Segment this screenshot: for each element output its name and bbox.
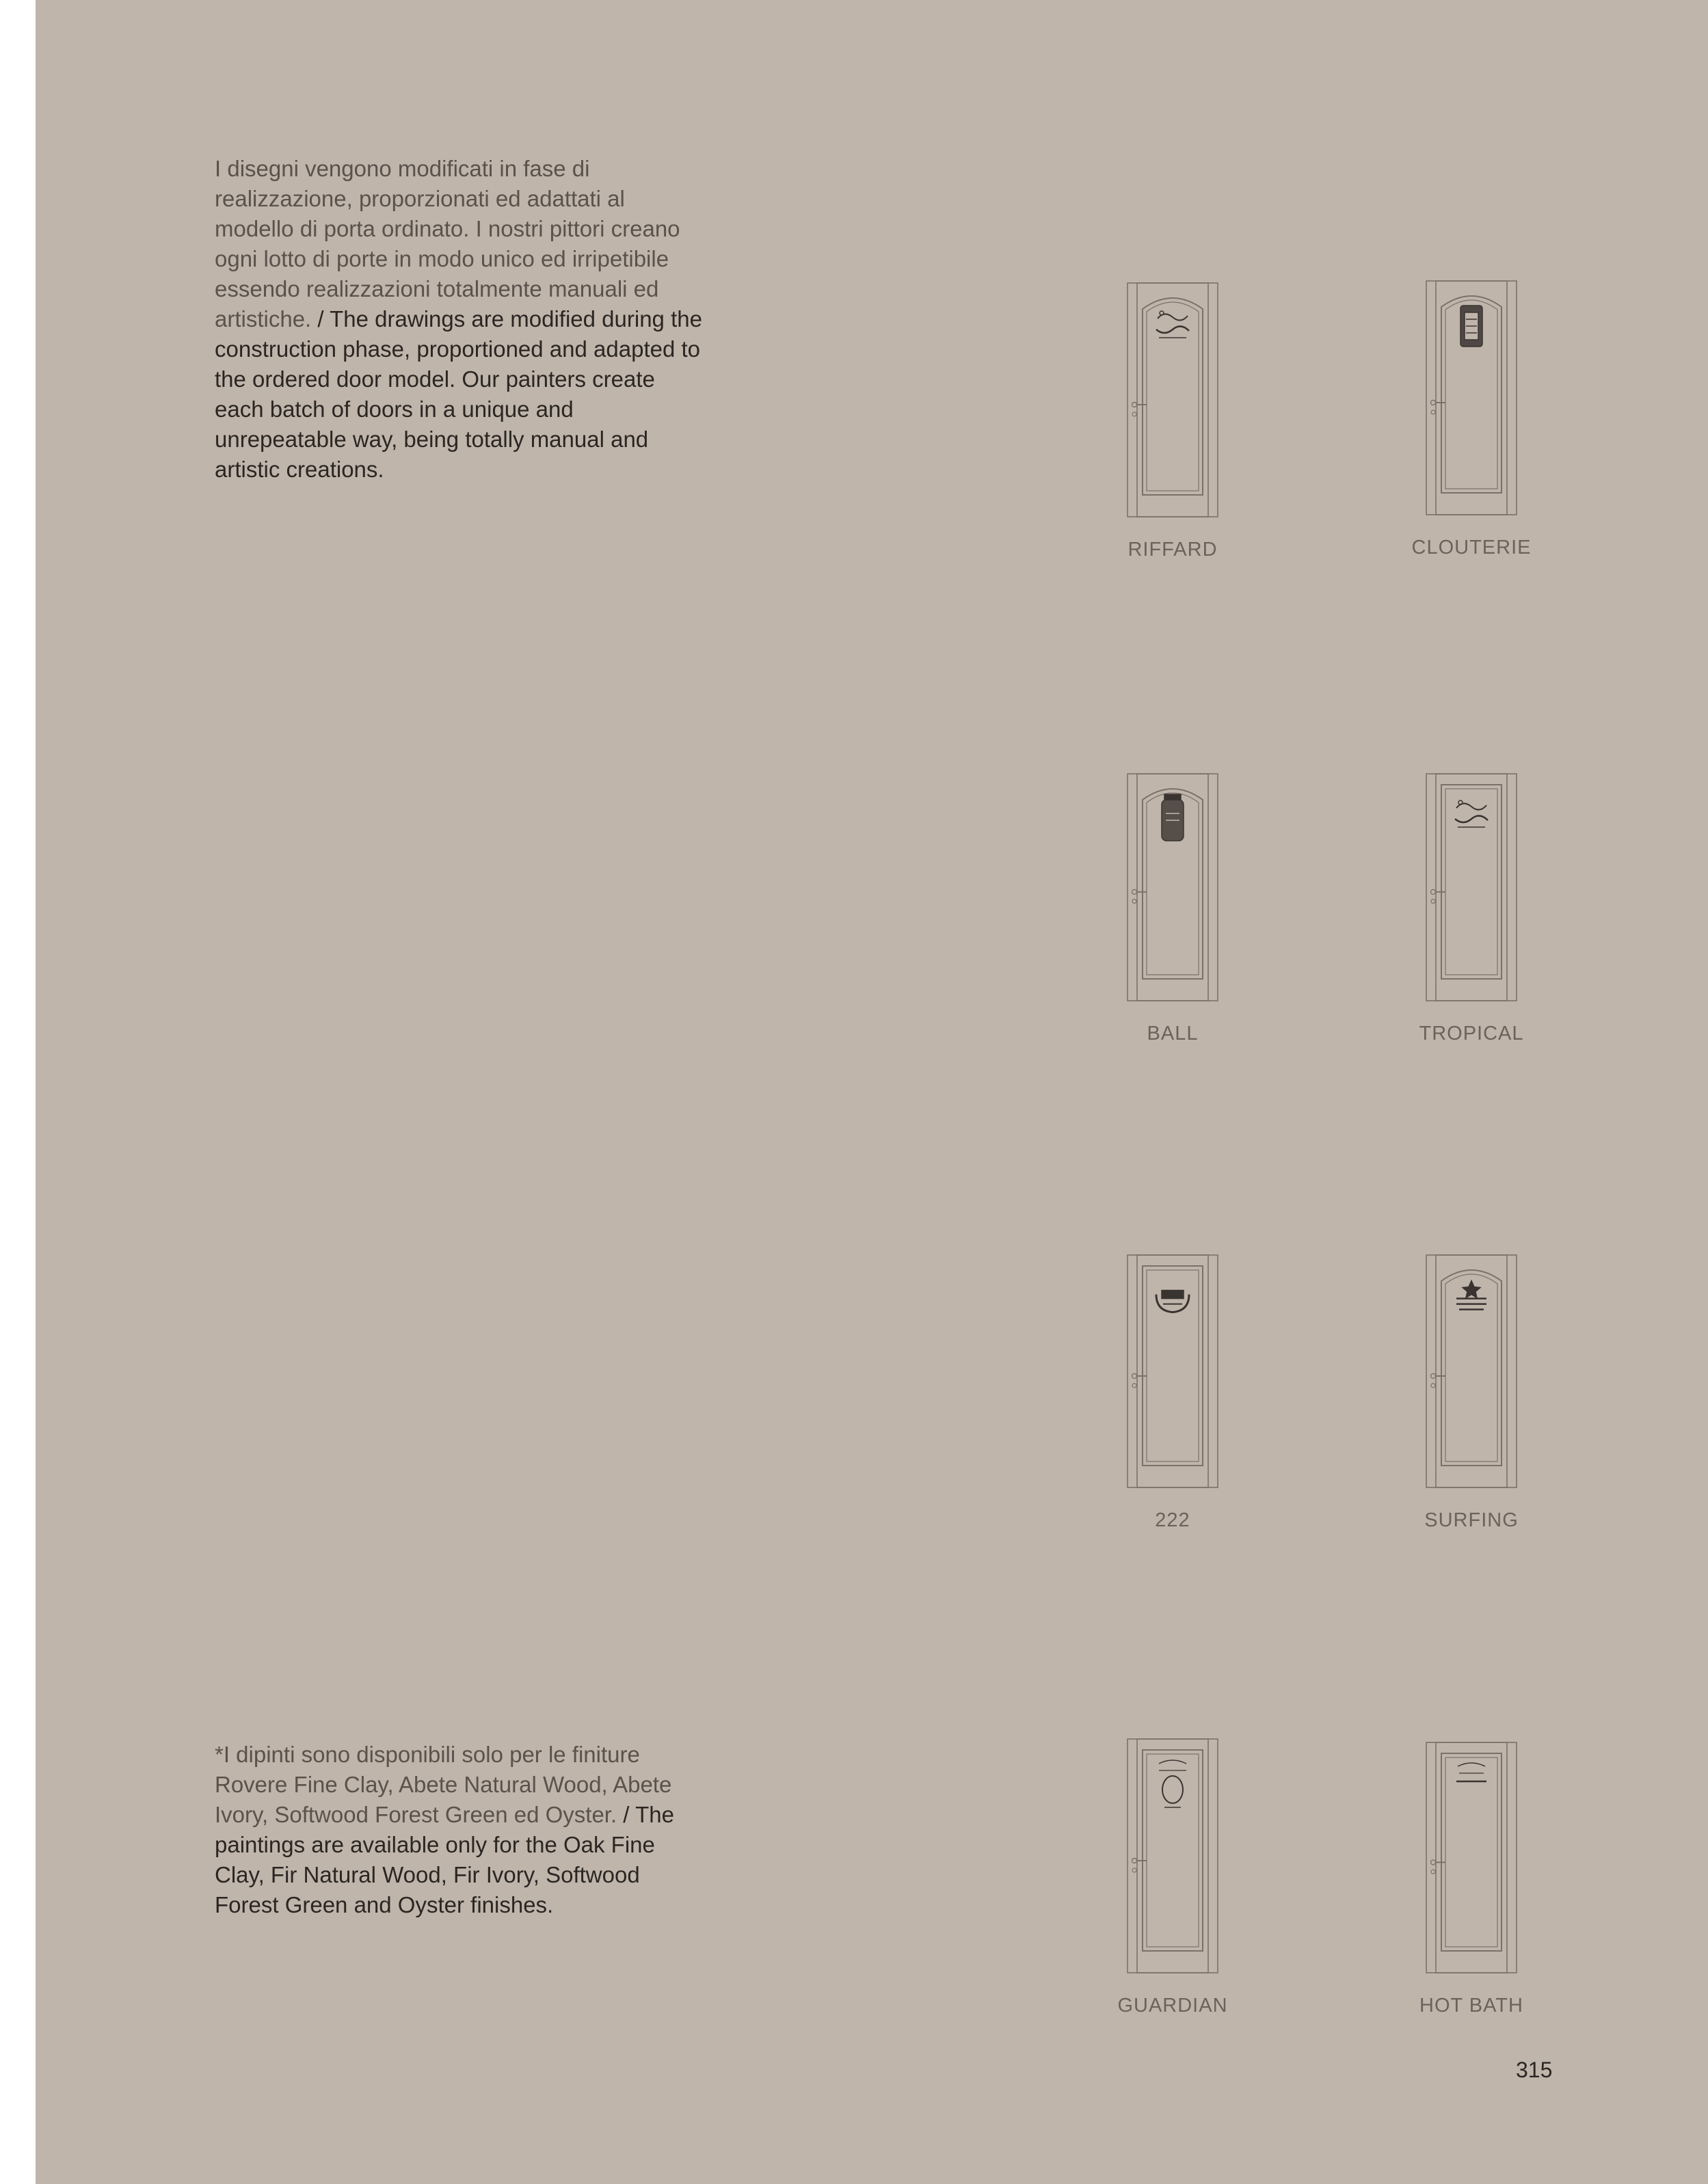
door-drawing-ball (1125, 771, 1220, 1003)
door-panel (1143, 1750, 1203, 1951)
door-handle (1132, 889, 1137, 894)
door-handle (1431, 889, 1436, 894)
door-handle (1132, 1859, 1137, 1863)
door-frame (1426, 774, 1517, 1001)
door-handle (1431, 401, 1436, 405)
footnote-paragraph (215, 1740, 707, 1920)
door-label-surfing: SURFING (1424, 1509, 1519, 1531)
door-keyhole (1431, 410, 1435, 414)
door-motif (1162, 794, 1184, 841)
footnote-italian: *I dipinti sono disponibili solo per le finiture Rovere Fine Clay, Abete Natural Wood, Abete Ivory, Softwood Forest Green ed Oyster. (215, 1742, 672, 1827)
door-label-hot-bath: HOT BATH (1419, 1995, 1523, 2017)
door-frame (1426, 1742, 1517, 1973)
door-keyhole (1431, 1870, 1435, 1874)
door-motif (1455, 800, 1488, 827)
door-panel (1441, 1270, 1502, 1466)
door-drawing-guardian (1125, 1736, 1220, 1976)
intro-english: The drawings are modified during the construction phase, proportioned and adapted to the ordered door model. Our painters create each batch of doors in a unique and unrepeatable way, being totally manual and artistic creations. (215, 306, 702, 482)
door-label-ball: BALL (1147, 1023, 1199, 1044)
door-label-222: 222 (1155, 1509, 1190, 1531)
door-drawing-riffard (1125, 280, 1220, 520)
door-drawing-surfing (1424, 1252, 1519, 1490)
intro-separator: / (311, 306, 330, 332)
door-label-tropical: TROPICAL (1419, 1023, 1524, 1044)
door-handle (1132, 403, 1137, 407)
door-keyhole (1431, 1384, 1435, 1388)
door-frame (1127, 1739, 1218, 1973)
door-guardian (1070, 1736, 1275, 2017)
door-panel-inner (1445, 1274, 1497, 1461)
door-frame (1127, 283, 1218, 517)
door-keyhole (1132, 412, 1136, 416)
door-handle (1132, 1373, 1137, 1378)
door-panel-inner (1445, 789, 1497, 975)
door-surfing (1369, 1252, 1574, 1532)
door-panel (1143, 298, 1203, 495)
door-keyhole (1132, 899, 1136, 903)
door-panel (1441, 1753, 1502, 1951)
door-drawing-222 (1125, 1252, 1220, 1490)
door-clouterie (1369, 278, 1574, 559)
door-keyhole (1132, 1384, 1136, 1388)
door-keyhole (1132, 1868, 1136, 1872)
door-222 (1070, 1252, 1275, 1532)
door-panel-inner (1147, 1754, 1199, 1947)
intro-paragraph (215, 154, 707, 485)
door-tropical (1369, 771, 1574, 1045)
door-label-guardian: GUARDIAN (1117, 1995, 1228, 2017)
footnote-separator: / (617, 1802, 636, 1827)
door-motif (1156, 311, 1189, 338)
door-motif (1156, 1291, 1189, 1312)
door-handle (1431, 1373, 1436, 1378)
door-riffard (1070, 280, 1275, 561)
page-number: 315 (1516, 2058, 1553, 2082)
door-ball (1070, 771, 1275, 1045)
door-handle (1431, 1860, 1436, 1865)
door-motif (1456, 1763, 1486, 1781)
door-keyhole (1431, 899, 1435, 903)
door-panel (1441, 785, 1502, 979)
door-motif (1460, 306, 1482, 347)
footnote-english: The paintings are available only for the Oak Fine Clay, Fir Natural Wood, Fir Ivory, Softwood Forest Green and Oyster finishes. (215, 1802, 674, 1917)
catalog-page (36, 0, 1708, 2184)
door-motif (1456, 1281, 1486, 1310)
intro-italian: I disegni vengono modificati in fase di realizzazione, proporzionati ed adattati al modello di porta ordinato. I nostri pittori creano ogni lotto di porte in modo unico ed irripetibile essendo realizzazioni totalmente manuali ed artistiche. (215, 156, 680, 332)
door-hot-bath (1369, 1740, 1574, 2017)
door-drawing-hot-bath (1424, 1740, 1519, 1976)
door-label-riffard: RIFFARD (1127, 539, 1218, 561)
door-drawing-tropical (1424, 771, 1519, 1003)
door-drawing-clouterie (1424, 278, 1519, 517)
door-panel-inner (1445, 1757, 1497, 1947)
door-label-clouterie: CLOUTERIE (1411, 537, 1532, 558)
door-motif (1159, 1760, 1186, 1807)
